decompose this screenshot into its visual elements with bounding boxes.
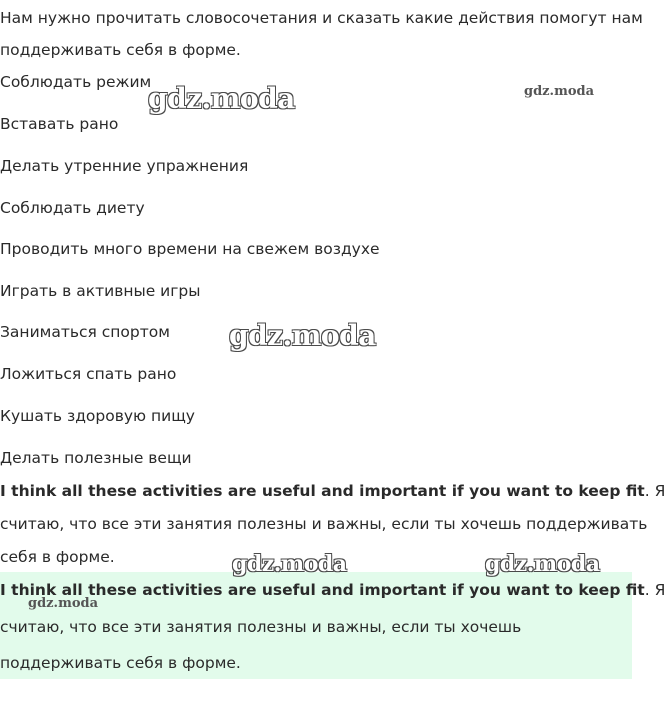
intro-line-2: поддерживать себя в форме. [0, 41, 241, 59]
activity-item: Проводить много времени на свежем воздухе [0, 240, 380, 258]
answer-line-2: считаю, что все эти занятия полезны и важны, если ты хочешь [0, 618, 522, 636]
answer-line-3: поддерживать себя в форме. [0, 654, 241, 672]
activity-item: Делать утренние упражнения [0, 157, 249, 175]
activity-item: Соблюдать режим [0, 73, 152, 91]
intro-line-1: Нам нужно прочитать словосочетания и сказать какие действия помогут нам [0, 9, 643, 27]
watermark: gdz.moda [148, 82, 295, 115]
conclusion-line-3: себя в форме. [0, 548, 115, 566]
watermark: gdz.moda [28, 596, 99, 611]
conclusion-line-2: считаю, что все эти занятия полезны и важны, если ты хочешь поддерживать [0, 515, 648, 533]
conclusion-english: I think all these activities are useful and important if you want to keep fit [0, 482, 645, 500]
conclusion-russian-start: . Я [644, 482, 665, 500]
watermark: gdz.moda [524, 84, 595, 99]
activity-item: Соблюдать диету [0, 199, 145, 217]
answer-english: I think all these activities are useful and important if you want to keep fit [0, 581, 645, 599]
watermark: gdz.moda [485, 551, 600, 577]
watermark: gdz.moda [229, 319, 376, 352]
watermark: gdz.moda [232, 551, 347, 577]
activity-item: Вставать рано [0, 115, 119, 133]
activity-item: Кушать здоровую пищу [0, 407, 195, 425]
answer-russian-start: . Я [644, 581, 665, 599]
activity-item: Делать полезные вещи [0, 449, 192, 467]
activity-item: Ложиться спать рано [0, 365, 177, 383]
conclusion-line-1 [0, 481, 665, 501]
answer-line-1 [0, 580, 665, 600]
activity-item: Играть в активные игры [0, 282, 201, 300]
activity-item: Заниматься спортом [0, 323, 170, 341]
